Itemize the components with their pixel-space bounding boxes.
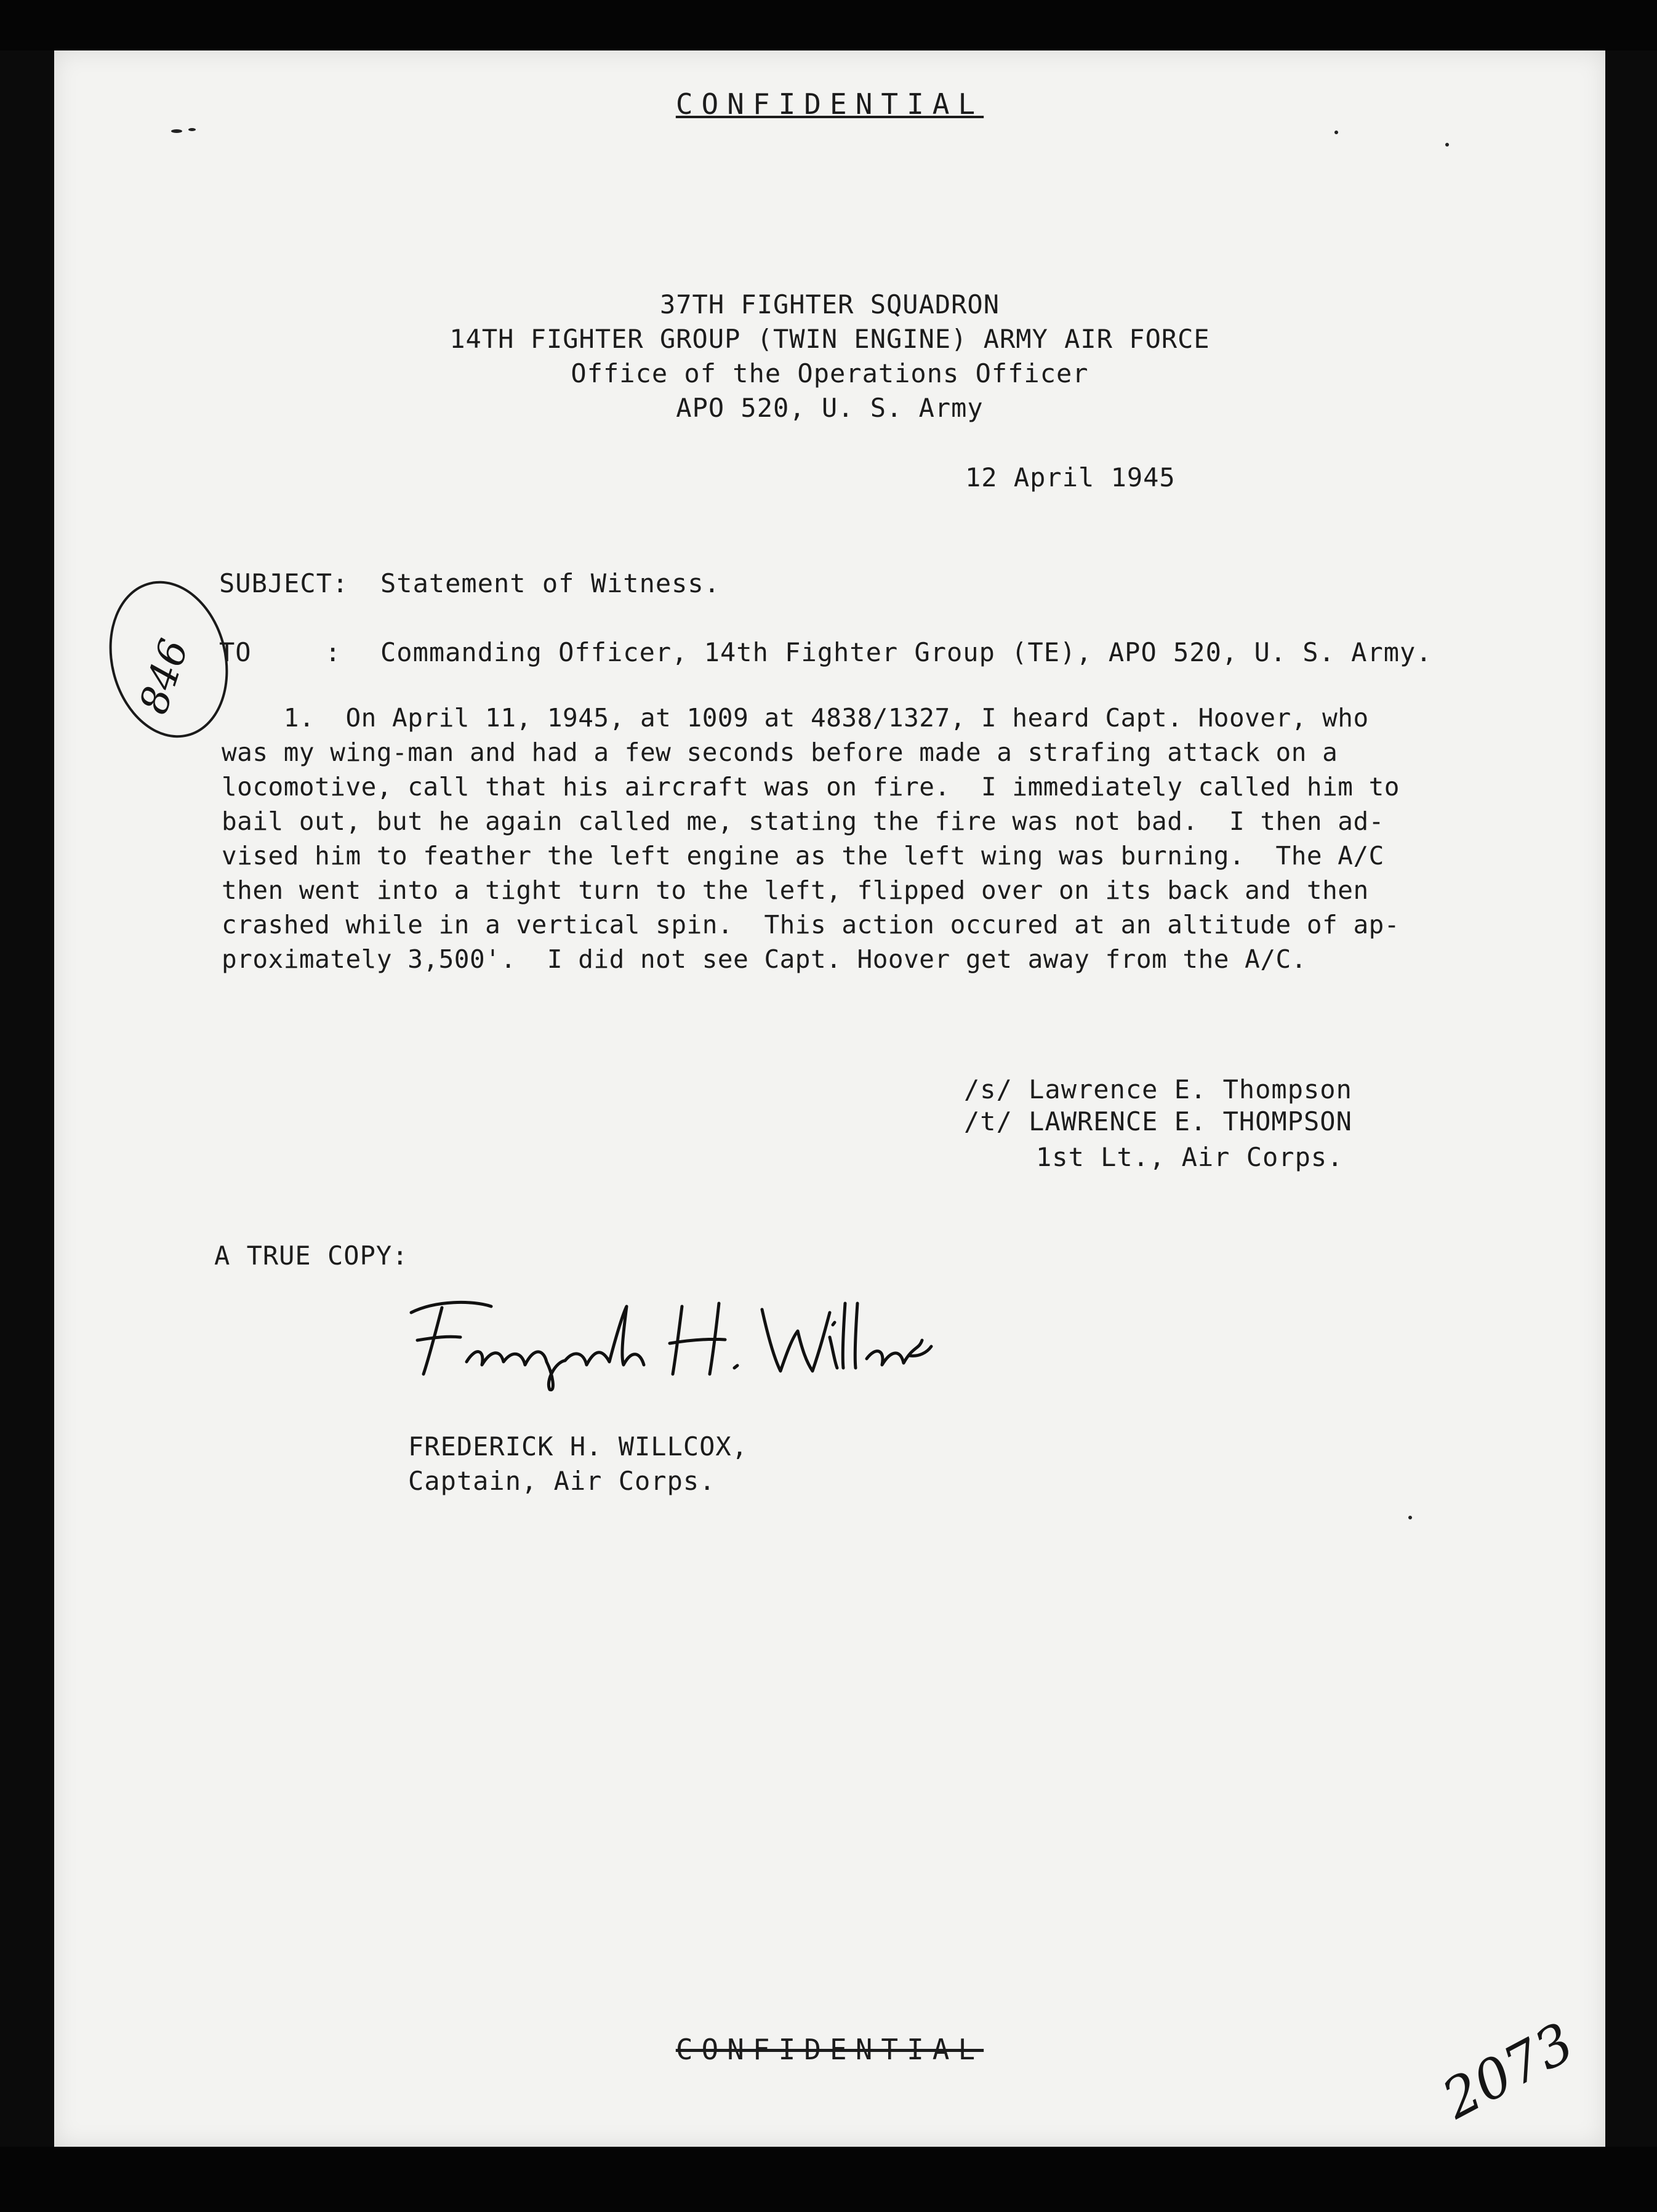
- body-line: bail out, but he again called me, stating the fire was not bad. I then ad-: [222, 806, 1384, 836]
- scan-speck: [1334, 131, 1338, 134]
- to-label: TO: [219, 637, 252, 667]
- body-line: locomotive, call that his aircraft was on fire. I immediately called him to: [222, 772, 1400, 802]
- body-line: proximately 3,500'. I did not see Capt. Hoover get away from the A/C.: [222, 944, 1307, 974]
- to-text: Commanding Officer, 14th Fighter Group (TE), APO 520, U. S. Army.: [380, 637, 1432, 667]
- body-line: crashed while in a vertical spin. This action occured at an altitude of ap-: [222, 910, 1400, 939]
- margin-number: 846: [131, 633, 198, 720]
- body-line: vised him to feather the left engine as the left wing was burning. The A/C: [222, 841, 1384, 871]
- header-office: Office of the Operations Officer: [571, 358, 1089, 388]
- subject-text: Statement of Witness.: [380, 568, 721, 598]
- body-line: was my wing-man and had a few seconds before made a strafing attack on a: [222, 738, 1338, 767]
- handwritten-signature: [399, 1288, 934, 1393]
- header-apo: APO 520, U. S. Army: [676, 393, 984, 423]
- classification-top: CONFIDENTIAL: [675, 87, 984, 121]
- scan-speck: [188, 128, 196, 131]
- scan-speck: [1408, 1516, 1412, 1519]
- true-copy-label: A TRUE COPY:: [214, 1241, 409, 1271]
- scan-border: [0, 0, 1657, 50]
- signature-line-s: /s/ Lawrence E. Thompson: [964, 1074, 1352, 1104]
- certifier-title: Captain, Air Corps.: [408, 1466, 716, 1496]
- scan-border-bottom: [0, 2147, 1657, 2212]
- classification-bottom: CONFIDENTIAL: [675, 2033, 984, 2066]
- document-page: [54, 50, 1605, 2147]
- body-paragraph: [222, 701, 1502, 976]
- certifier-name: FREDERICK H. WILLCOX,: [408, 1431, 748, 1462]
- document-date: 12 April 1945: [965, 462, 1176, 493]
- header-group: 14TH FIGHTER GROUP (TWIN ENGINE) ARMY AIR FORCE: [449, 324, 1210, 354]
- signature-rank: 1st Lt., Air Corps.: [1036, 1142, 1344, 1172]
- signature-line-t: /t/ LAWRENCE E. THOMPSON: [964, 1106, 1352, 1136]
- body-line: then went into a tight turn to the left, flipped over on its back and then: [222, 875, 1369, 905]
- scan-speck: [1445, 143, 1449, 147]
- to-colon: :: [325, 637, 342, 667]
- body-line: 1. On April 11, 1945, at 1009 at 4838/1327, I heard Capt. Hoover, who: [222, 703, 1369, 733]
- scan-speck: [171, 129, 182, 133]
- page-number: 2073: [1432, 2010, 1584, 2131]
- header-squadron: 37TH FIGHTER SQUADRON: [659, 289, 1000, 320]
- subject-label: SUBJECT:: [219, 568, 349, 598]
